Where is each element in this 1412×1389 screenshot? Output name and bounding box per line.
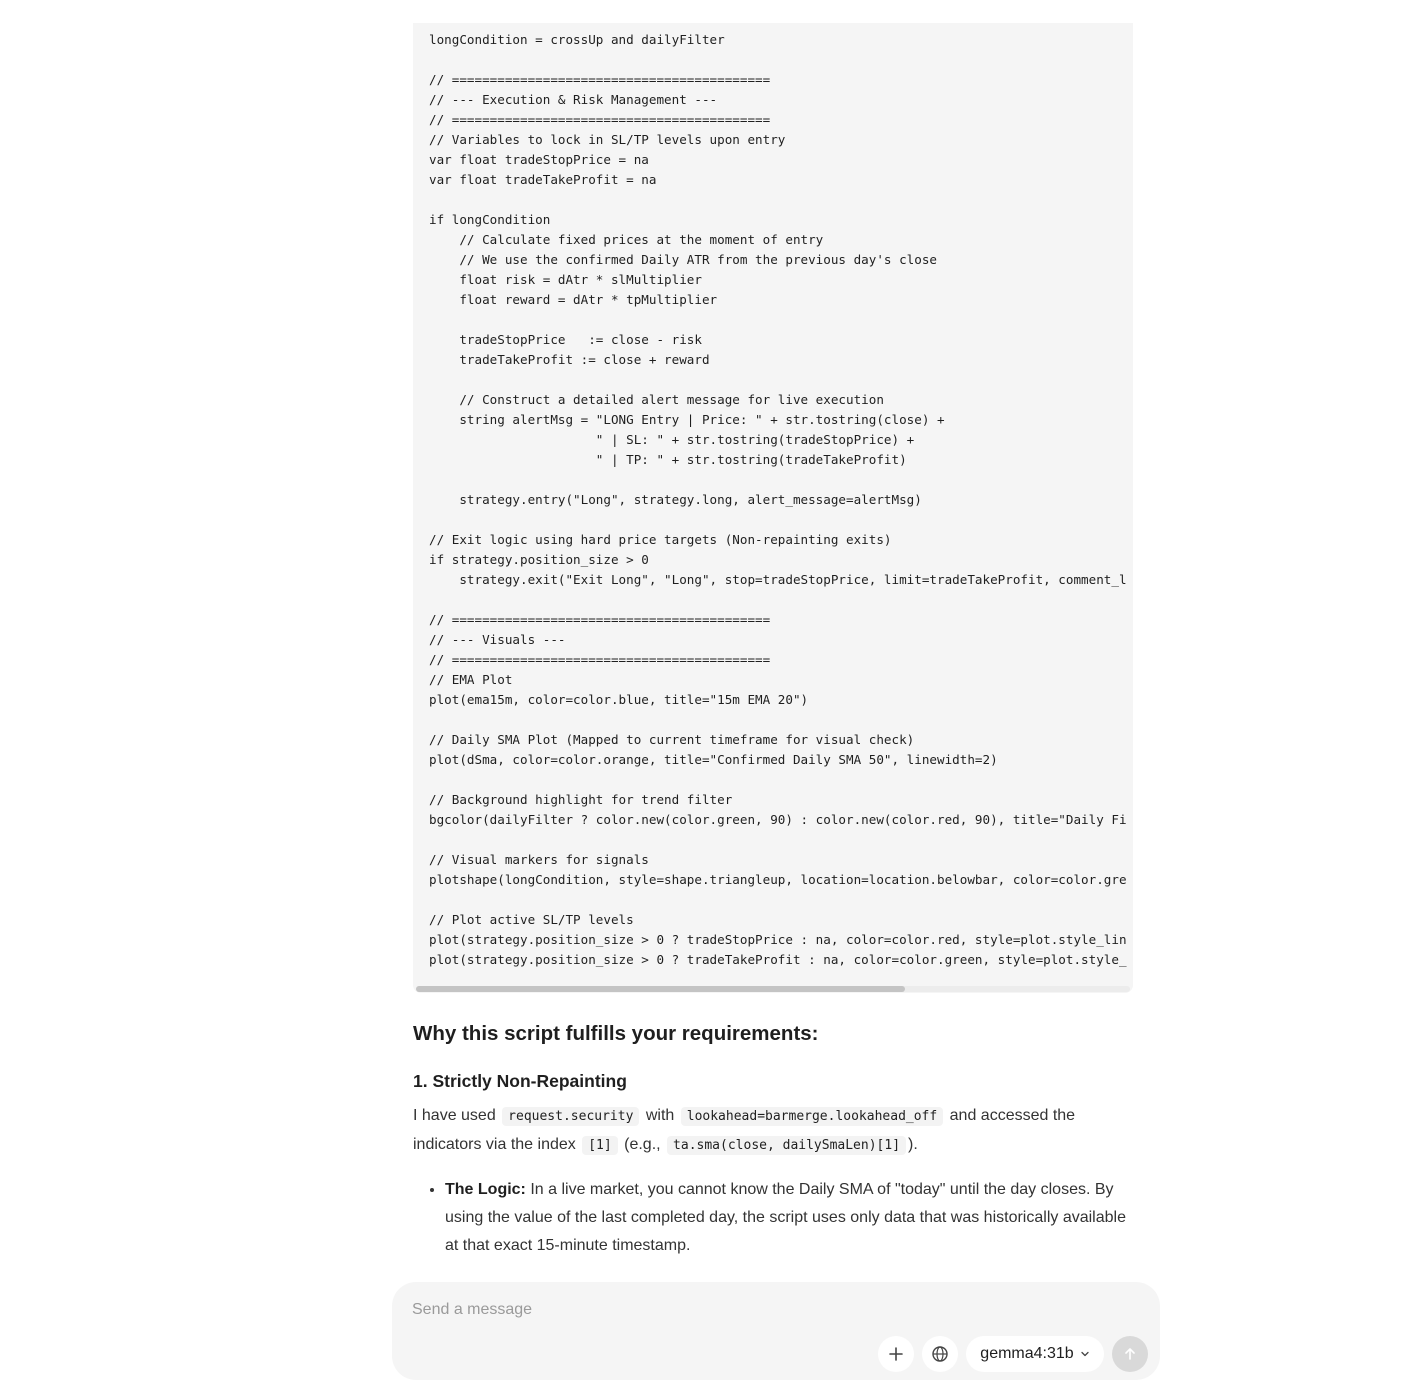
- message-composer: [392, 1282, 1160, 1380]
- code-line: longCondition = crossUp and dailyFilter: [429, 32, 725, 47]
- bullet-text: In a live market, you cannot know the Daily SMA of "today" until the day closes. By using the value of the last completed day, the script uses only data that was historically available at that exact 15-minute timestamp.: [445, 1181, 1126, 1254]
- code-line: [429, 830, 1133, 850]
- code-line: if strategy.position_size > 0: [429, 552, 649, 567]
- code-line: strategy.entry("Long", strategy.long, alert_message=alertMsg): [429, 492, 922, 507]
- code-line: " | SL: " + str.tostring(tradeStopPrice) +: [429, 432, 915, 447]
- code-line: // ==========================================: [429, 652, 771, 667]
- code-line: [429, 310, 1133, 330]
- code-line: float risk = dAtr * slMultiplier: [429, 272, 702, 287]
- code-line: [429, 510, 1133, 530]
- code-line: // EMA Plot: [429, 672, 513, 687]
- code-line: tradeTakeProfit := close + reward: [429, 352, 710, 367]
- code-line: plot(strategy.position_size > 0 ? tradeStopPrice : na, color=color.red, style=plot.style_lin: [429, 932, 1127, 947]
- para-text: ).: [908, 1136, 918, 1153]
- message-input[interactable]: [412, 1296, 1132, 1324]
- code-line: [429, 470, 1133, 490]
- section-heading-non-repainting: 1. Strictly Non-Repainting: [413, 1071, 627, 1091]
- inline-code: [1]: [582, 1136, 617, 1155]
- code-line: // --- Visuals ---: [429, 632, 566, 647]
- code-line: [429, 890, 1133, 910]
- code-line: float reward = dAtr * tpMultiplier: [429, 292, 718, 307]
- para-text: (e.g.,: [619, 1136, 666, 1153]
- code-line: [429, 190, 1133, 210]
- code-line: // ==========================================: [429, 112, 771, 127]
- code-line: // Daily SMA Plot (Mapped to current timeframe for visual check): [429, 732, 915, 747]
- inline-code: lookahead=barmerge.lookahead_off: [681, 1107, 943, 1126]
- code-line: [429, 710, 1133, 730]
- web-search-button[interactable]: [922, 1336, 958, 1372]
- code-line: strategy.exit("Exit Long", "Long", stop=tradeStopPrice, limit=tradeTakeProfit, comment_l: [429, 572, 1127, 587]
- bullet-list: [413, 1176, 1133, 1260]
- code-line: // ==========================================: [429, 612, 771, 627]
- code-line: // Variables to lock in SL/TP levels upon entry: [429, 132, 786, 147]
- code-block: [413, 23, 1133, 993]
- code-line: string alertMsg = "LONG Entry | Price: " + str.tostring(close) +: [429, 412, 945, 427]
- list-item: [445, 1176, 1133, 1260]
- code-line: plot(strategy.position_size > 0 ? tradeTakeProfit : na, color=color.green, style=plot.style_: [429, 952, 1127, 967]
- model-label: gemma4:31b: [980, 1345, 1074, 1362]
- attach-button[interactable]: [878, 1336, 914, 1372]
- code-line: [429, 370, 1133, 390]
- para-text: with: [641, 1107, 679, 1124]
- code-line: var float tradeTakeProfit = na: [429, 172, 657, 187]
- code-line: plotshape(longCondition, style=shape.triangleup, location=location.belowbar, color=color.gre: [429, 872, 1127, 887]
- code-line: [429, 590, 1133, 610]
- code-line: if longCondition: [429, 212, 551, 227]
- code-line: [429, 770, 1133, 790]
- code-line: var float tradeStopPrice = na: [429, 152, 649, 167]
- code-line: // --- Execution & Risk Management ---: [429, 92, 718, 107]
- code-line: [429, 50, 1133, 70]
- code-horizontal-scrollbar[interactable]: [416, 986, 1130, 992]
- code-line: plot(dSma, color=color.orange, title="Confirmed Daily SMA 50", linewidth=2): [429, 752, 998, 767]
- code-line: // Plot active SL/TP levels: [429, 912, 634, 927]
- chevron-down-icon: [1080, 1349, 1090, 1359]
- code-scroll-area[interactable]: [413, 23, 1133, 988]
- scrollbar-thumb[interactable]: [416, 986, 905, 992]
- response-heading: Why this script fulfills your requirements:: [413, 1022, 819, 1045]
- plus-icon: [888, 1346, 904, 1362]
- response-text: [413, 1015, 1133, 1260]
- section-paragraph: [413, 1102, 1133, 1160]
- code-line: tradeStopPrice := close - risk: [429, 332, 702, 347]
- model-selector[interactable]: [966, 1336, 1104, 1372]
- globe-icon: [931, 1345, 949, 1363]
- arrow-up-icon: [1122, 1346, 1138, 1362]
- code-line: // Exit logic using hard price targets (Non-repainting exits): [429, 532, 892, 547]
- code-line: // Construct a detailed alert message for live execution: [429, 392, 884, 407]
- code-line: // Calculate fixed prices at the moment of entry: [429, 232, 824, 247]
- code-line: plot(ema15m, color=color.blue, title="15m EMA 20"): [429, 692, 809, 707]
- inline-code: request.security: [502, 1107, 639, 1126]
- para-text: I have used: [413, 1107, 501, 1124]
- code-content: [413, 23, 1133, 970]
- code-line: // ==========================================: [429, 72, 771, 87]
- inline-code: ta.sma(close, dailySmaLen)[1]: [667, 1136, 906, 1155]
- code-line: // Background highlight for trend filter: [429, 792, 733, 807]
- code-line: " | TP: " + str.tostring(tradeTakeProfit): [429, 452, 907, 467]
- code-line: // Visual markers for signals: [429, 852, 649, 867]
- para-text: and accessed the indicators via the index: [413, 1107, 1076, 1153]
- bullet-label: The Logic:: [445, 1181, 526, 1198]
- send-button[interactable]: [1112, 1336, 1148, 1372]
- code-line: // We use the confirmed Daily ATR from the previous day's close: [429, 252, 937, 267]
- code-line: bgcolor(dailyFilter ? color.new(color.green, 90) : color.new(color.red, 90), title="Daily Fi: [429, 812, 1127, 827]
